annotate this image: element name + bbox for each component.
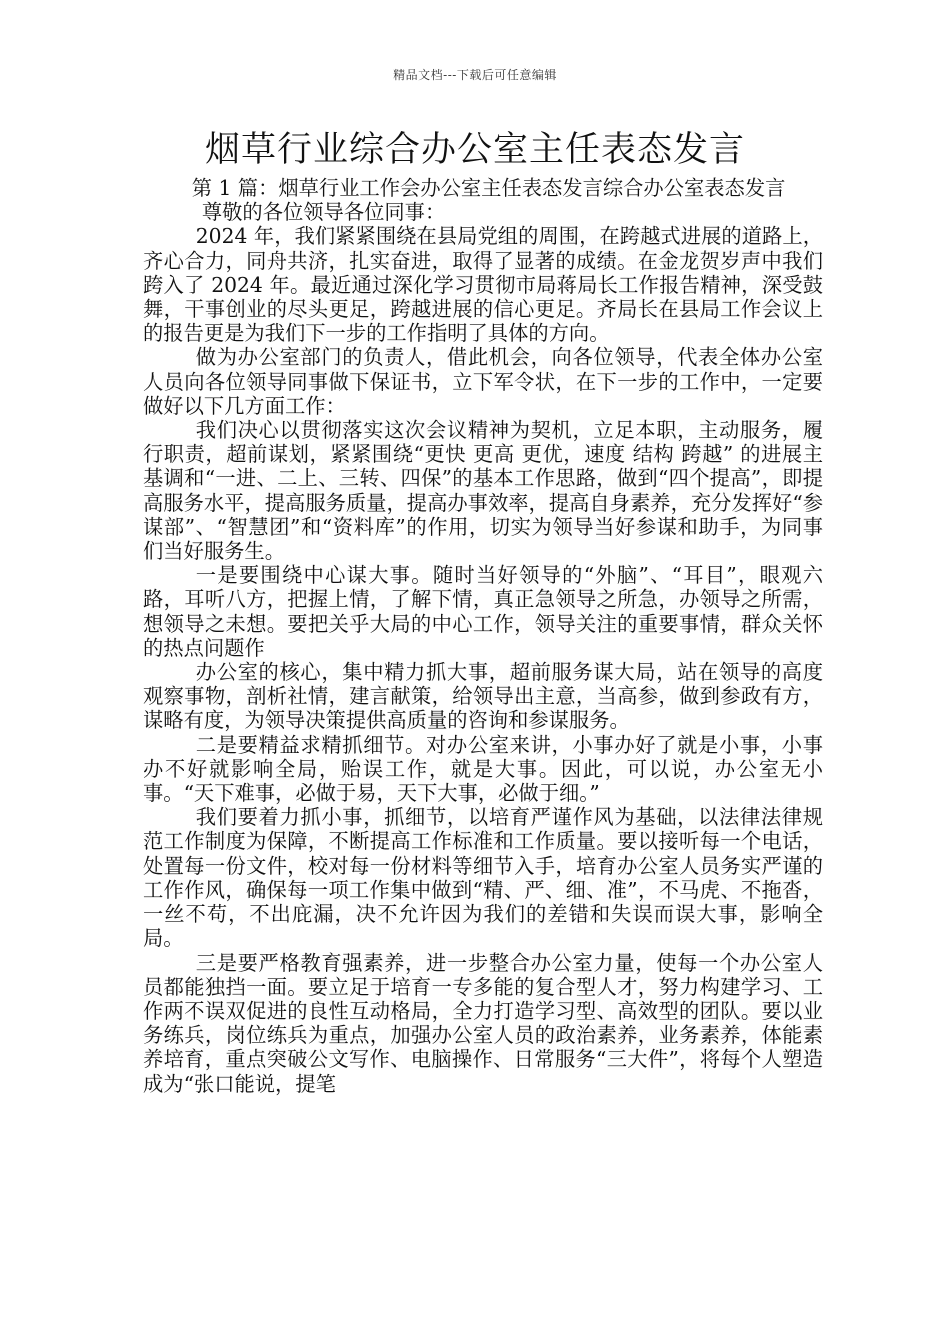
paragraph: 一是要围绕中心谋大事。随时当好领导的“外脑”、“耳目”，眼观六路，耳听八方，把握上情，了解下情，真正急领导之所急，办领导之所需，想领导之未想。要把关乎大局的中心工作，领导关注的重要事情，群众关怀的热点问题作 xyxy=(143,563,823,660)
paragraph: 2024 年，我们紧紧围绕在县局党组的周围，在跨越式进展的道路上，齐心合力，同舟共济，扎实奋进，取得了显著的成绩。在金龙贺岁声中我们跨入了 2024 年。最近通过深化学习贯彻市局蒋局长工作报告精神，深受鼓舞，干事创业的尽头更足，跨越进展的信心更足。齐局长在县局工作会议上的报告更是为我们下一步的工作指明了具体的方向。 xyxy=(143,224,823,346)
paragraph: 我们要着力抓小事，抓细节，以培育严谨作风为基础，以法律法律规范工作制度为保障，不断提高工作标准和工作质量。要以接听每一个电话，处置每一份文件，校对每一份材料等细节入手，培育办公室人员务实严谨的工作作风，确保每一项工作集中做到“精、严、细、准”，不马虎、不拖沓，一丝不苟，不出庇漏，决不允许因为我们的差错和失误而误大事，影响全局。 xyxy=(143,805,823,951)
document-subtitle: 第 1 篇：烟草行业工作会办公室主任表态发言综合办公室表态发言 xyxy=(191,176,786,200)
paragraph: 办公室的核心，集中精力抓大事，超前服务谋大局，站在领导的高度观察事物，剖析社情，建言献策，给领导出主意，当高参，做到参政有方，谋略有度，为领导决策提供高质量的咨询和参谋服务。 xyxy=(143,660,823,733)
paragraph: 三是要严格教育强素养，进一步整合办公室力量，使每一个办公室人员都能独挡一面。要立足于培育一专多能的复合型人才，努力构建学习、工作两不误双促进的良性互动格局，全力打造学习型、高效型的团队。要以业务练兵，岗位练兵为重点，加强办公室人员的政治素养，业务素养，体能素养培育，重点突破公文写作、电脑操作、日常服务“三大件”，将每个人塑造成为“张口能说，提笔 xyxy=(143,950,823,1096)
page-header-note: 精品文档---下载后可任意编辑 xyxy=(393,68,557,82)
paragraph: 二是要精益求精抓细节。对办公室来讲，小事办好了就是小事，小事办不好就影响全局，贻误工作，就是大事。因此，可以说，办公室无小事。“天下难事，必做于易，天下大事，必做于细。” xyxy=(143,732,823,806)
document-title: 烟草行业综合办公室主任表态发言 xyxy=(204,130,745,170)
document-body xyxy=(143,176,823,1096)
salutation: 尊敬的各位领导各位同事： xyxy=(201,200,446,225)
paragraph: 我们决心以贯彻落实这次会议精神为契机，立足本职，主动服务，履行职责，超前谋划，紧紧围绕“更快 更高 更优，速度 结构 跨越” 的进展主基调和“一进、二上、三转、四保”的基本工作思路，做到“四个提高”，即提高服务水平，提高服务质量，提高办事效率，提高自身素养，充分发挥好“参谋部”、“智慧团”和“资料库”的作用，切实为领导当好参谋和助手，为同事们当好服务生。 xyxy=(143,418,823,564)
paragraph: 做为办公室部门的负责人，借此机会，向各位领导，代表全体办公室人员向各位领导同事做下保证书，立下军令状，在下一步的工作中，一定要做好以下几方面工作： xyxy=(143,345,823,418)
